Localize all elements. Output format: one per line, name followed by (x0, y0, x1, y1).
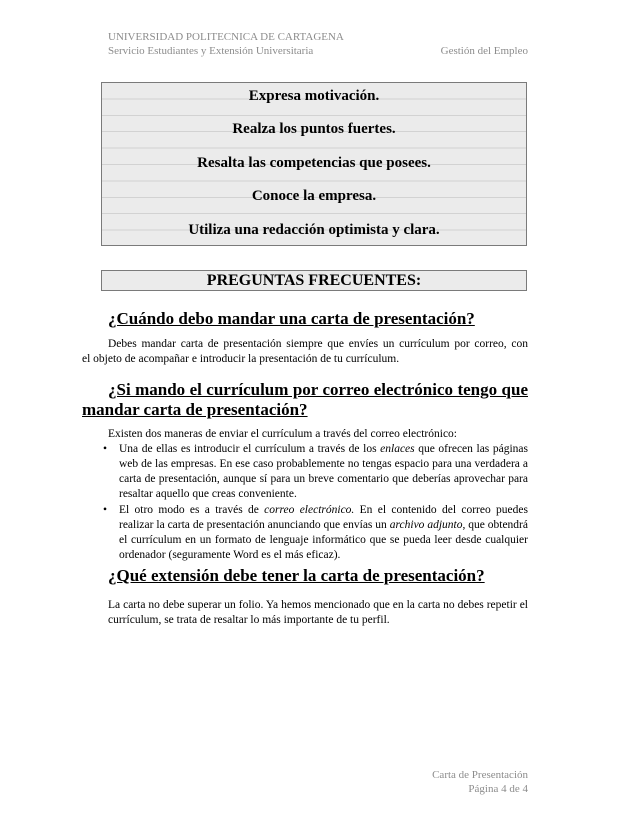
bullet-icon: • (103, 504, 108, 516)
footer-doc-title: Carta de Presentación (432, 769, 528, 781)
list-item (103, 503, 528, 563)
question-heading: ¿Cuándo debo mandar una carta de presentación? (108, 309, 475, 328)
tip-item: Resalta las competencias que posees. (197, 155, 431, 171)
bullet-icon: • (103, 443, 108, 455)
page-header (108, 30, 528, 58)
question-heading: mandar carta de presentación? (82, 400, 308, 419)
faq-title: PREGUNTAS FRECUENTES: (101, 270, 527, 291)
emphasis: correo electrónico. (264, 504, 355, 516)
paragraph-line: el objeto de acompañar e introducir la presentación de tu currículum. (82, 353, 400, 365)
header-university: UNIVERSIDAD POLITECNICA DE CARTAGENA (108, 31, 344, 43)
paragraph-line: Debes mandar carta de presentación siempre que envíes un currículum por correo, con (108, 338, 528, 350)
header-service: Servicio Estudiantes y Extensión Universitaria (108, 45, 314, 57)
emphasis: enlaces (380, 443, 415, 455)
list-item-text: El otro modo es a través de correo electrónico. En el contenido del correo puedes realizar la carta de presentación anunciando que envías un archivo adjunto, que obtendrá el currículum en un formato de lenguaje informático que se pueda leer desde cualquier ordenador (seguramente Word es el más eficaz). (119, 504, 528, 561)
page-footer (432, 768, 528, 796)
paragraph: La carta no debe superar un folio. Ya hemos mencionado que en la carta no debes repetir el currículum, se trata de resaltar lo más importante de tu perfil. (108, 599, 528, 626)
footer-page-number: Página 4 de 4 (468, 783, 528, 795)
paragraph-intro: Existen dos maneras de enviar el currículum a través del correo electrónico: (108, 428, 458, 440)
tip-item: Utiliza una redacción optimista y clara. (188, 222, 440, 238)
question-heading: ¿Si mando el currículum por correo electrónico tengo que (108, 380, 528, 399)
list-item-text: Una de ellas es introducir el currículum a través de los enlaces que ofrecen las páginas web de las empresas. En ese caso probablemente no tengas espacio para una verdadera a carta de presentación, aunque sí para un breve comentario que deberías aprovechar para resaltar aquello que creas conveniente. (119, 443, 528, 500)
tips-box (101, 82, 527, 246)
question-heading: ¿Qué extensión debe tener la carta de presentación? (108, 566, 485, 585)
tip-item: Realza los puntos fuertes. (232, 121, 396, 137)
header-department: Gestión del Empleo (440, 45, 528, 57)
emphasis: archivo adjunto (389, 519, 463, 531)
tip-item: Conoce la empresa. (251, 188, 377, 204)
list-item (103, 442, 528, 502)
tip-item: Expresa motivación. (248, 88, 380, 104)
